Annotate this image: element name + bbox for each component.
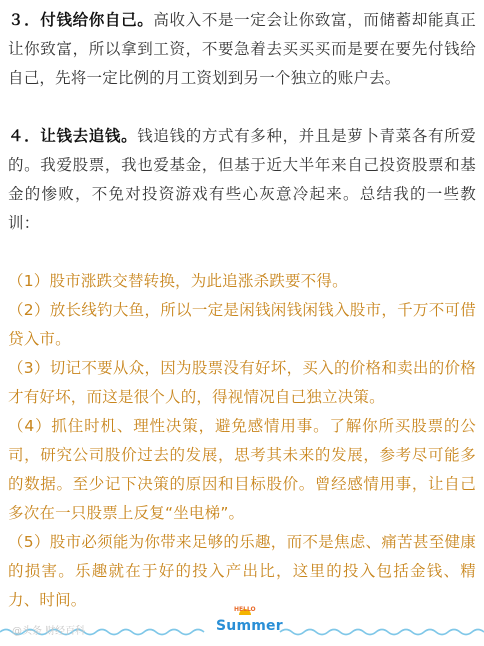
summer-logo	[216, 604, 283, 640]
paragraph-spacer	[8, 93, 476, 122]
logo-word: Summer	[216, 618, 283, 634]
section-4-text: 钱追钱的方式有多种，并且是萝卜青菜各有所爱的。我爱股票，我也爱基金，但基于近大半年来自己投资股票和基金的惨败，不免对投资游戏有些心灰意冷起来。总结我的一些教训：	[8, 127, 476, 232]
section-3	[8, 6, 476, 93]
lesson-item-2: （2）放长线钓大鱼，所以一定是闲钱闲钱闲钱入股市，千万不可借贷入市。	[8, 301, 476, 348]
logo-small-text: HELLO	[234, 606, 256, 613]
watermark: @头条 财经百科	[12, 626, 86, 637]
article-body	[8, 6, 476, 615]
section-4	[8, 122, 476, 238]
lesson-item-4: （4）抓住时机、理性决策，避免感情用事。了解你所买股票的公司，研究公司股价过去的发展，思考其未来的发展，参考尽可能多的数据。至少记下决策的原因和目标股价。曾经感情用事，让自己多次在一只股票上反复“坐电梯”。	[8, 417, 476, 522]
section-4-heading: ４．让钱去追钱。	[8, 127, 138, 145]
lesson-item-1: （1）股市涨跌交替转换，为此追涨杀跌要不得。	[8, 272, 348, 290]
section-3-text: 高收入不是一定会让你致富，而储蓄却能真正让你致富，所以拿到工资，不要急着去买买买而是要在要先付钱给自己，先将一定比例的月工资划到另一个独立的账户去。	[8, 11, 476, 87]
paragraph-spacer	[8, 238, 476, 267]
lesson-item-3: （3）切记不要从众，因为股票没有好坏，买入的价格和卖出的价格才有好坏，而这是很个人的，得视情况自己独立决策。	[8, 359, 476, 406]
section-3-heading: ３．付钱给你自己。	[8, 11, 154, 29]
lesson-item-5: （5）股市必须能为你带来足够的乐趣，而不是焦虑、痛苦甚至健康的损害。乐趣就在于好的投入产出比，这里的投入包括金钱、精力、时间。	[8, 533, 476, 609]
